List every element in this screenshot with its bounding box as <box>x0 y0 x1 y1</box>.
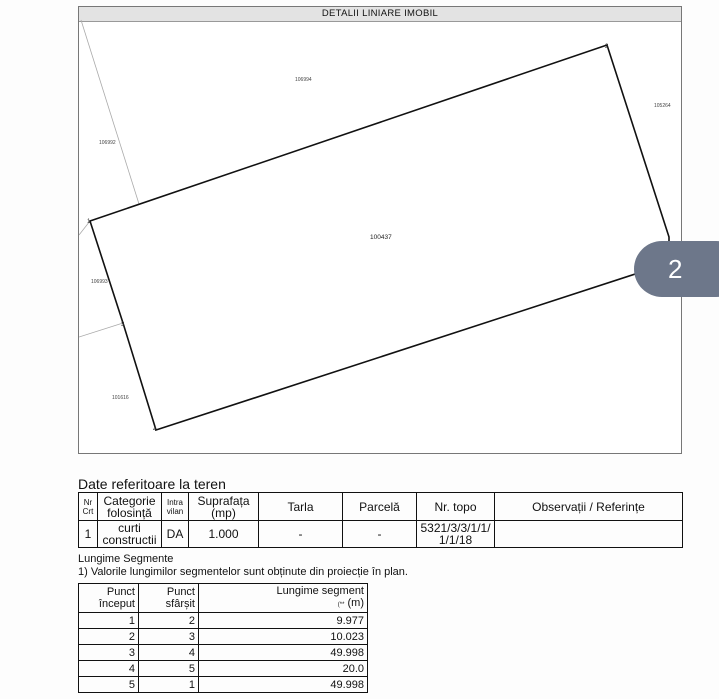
vertex-label: 3 <box>121 322 125 328</box>
col-header-topo: Nr. topo <box>417 493 495 521</box>
col-header-end: Punct sfârșit <box>139 584 199 613</box>
cell-end: 5 <box>139 661 199 677</box>
cell-length: 20.0 <box>199 661 368 677</box>
cell-end: 2 <box>139 613 199 629</box>
cell-intravilan: DA <box>162 521 189 548</box>
col-header-tarla: Tarla <box>259 493 343 521</box>
segments-table <box>78 583 368 693</box>
neighbor-parcel-id: 105264 <box>654 103 671 109</box>
neighbor-parcel-id: 106993 <box>91 279 108 285</box>
neighbor-boundary <box>79 323 123 337</box>
table-row <box>79 521 683 548</box>
cell-length: 9.977 <box>199 613 368 629</box>
cell-start: 2 <box>79 629 139 645</box>
table-row <box>79 629 368 645</box>
segments-heading: Lungime Segmente <box>78 553 174 565</box>
table-row <box>79 677 368 693</box>
length-unit: (m) <box>347 597 364 609</box>
table-header-row <box>79 493 683 521</box>
col-header-suprafata: Suprafața (mp) <box>189 493 259 521</box>
cell-parcela: - <box>343 521 417 548</box>
table-row <box>79 613 368 629</box>
table-row <box>79 645 368 661</box>
cell-tarla: - <box>259 521 343 548</box>
map-title: DETALII LINIARE IMOBIL <box>79 7 681 22</box>
cell-nr: 1 <box>79 521 98 548</box>
cell-length: 49.998 <box>199 645 368 661</box>
cell-start: 5 <box>79 677 139 693</box>
cell-start: 3 <box>79 645 139 661</box>
col-header-obs: Observații / Referințe <box>495 493 683 521</box>
segments-note: 1) Valorile lungimilor segmentelor sunt obținute din proiecție în plan. <box>78 566 408 578</box>
cell-topo: 5321/3/3/1/1/1/1/18 <box>417 521 495 548</box>
vertex-label: 1 <box>87 219 91 225</box>
neighbor-parcel-id: 106992 <box>99 140 116 146</box>
neighbor-boundary <box>81 20 139 204</box>
cell-length: 10.023 <box>199 629 368 645</box>
cell-length: 49.998 <box>199 677 368 693</box>
cell-obs <box>495 521 683 548</box>
vertex-label: 4 <box>153 427 157 433</box>
neighbor-parcel-id: 101616 <box>112 395 129 401</box>
page-number-badge[interactable]: 2 <box>634 241 719 297</box>
cell-suprafata: 1.000 <box>189 521 259 548</box>
cell-end: 3 <box>139 629 199 645</box>
main-parcel-id: 100437 <box>370 234 392 241</box>
table-row <box>79 661 368 677</box>
table-header-row <box>79 584 368 613</box>
land-data-heading: Date referitoare la teren <box>78 476 226 492</box>
land-data-table <box>78 492 683 548</box>
length-header-label: Lungime segment <box>276 585 364 597</box>
vertex-label: 2 <box>605 44 609 50</box>
col-header-length <box>199 584 368 613</box>
cell-end: 1 <box>139 677 199 693</box>
col-header-intravilan: Intra vilan <box>162 493 189 521</box>
col-header-categorie: Categorie folosință <box>98 493 162 521</box>
parcel-map <box>78 6 682 454</box>
length-unit-tag: (** <box>337 602 345 608</box>
cell-categorie: curti constructii <box>98 521 162 548</box>
cell-start: 1 <box>79 613 139 629</box>
col-header-parcela: Parcelă <box>343 493 417 521</box>
parcel-drawing <box>79 7 683 455</box>
cell-start: 4 <box>79 661 139 677</box>
col-header-start: Punct început <box>79 584 139 613</box>
neighbor-parcel-id: 106994 <box>295 77 312 83</box>
cell-end: 4 <box>139 645 199 661</box>
col-header-nr: Nr Crt <box>79 493 98 521</box>
